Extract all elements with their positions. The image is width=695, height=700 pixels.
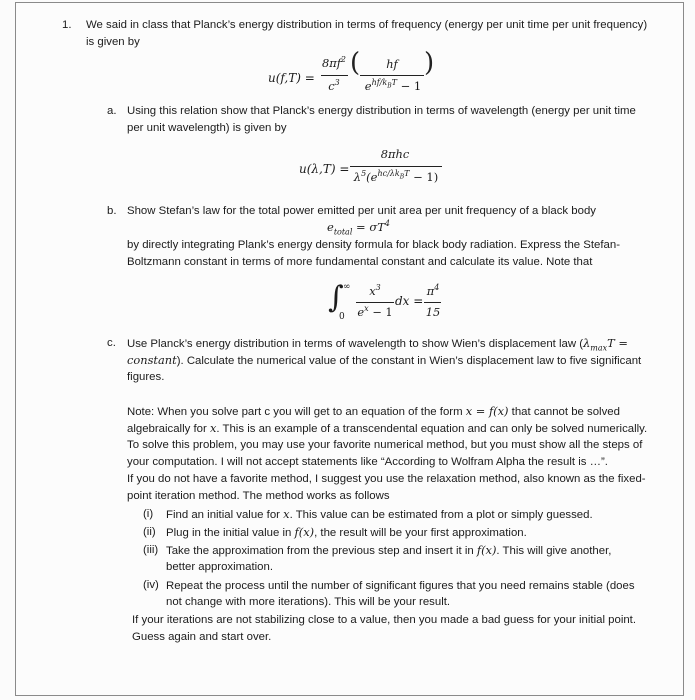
part-b-line2: by directly integrating Plank’s energy density formula for black body radiation. Express the Stefan- <box>127 239 621 251</box>
list-item-number: (iv) <box>143 579 159 591</box>
note-line5: If you do not have a favorite method, I suggest you use the relaxation method, also known as the fixed- <box>127 473 646 485</box>
right-paren: ) <box>424 48 435 78</box>
note-line2: algebraically for x. This is an example of a transcendental equation and can only be solved numerically. <box>127 421 648 435</box>
list-item: Take the approximation from the previous step and insert it in f(x). This will give another, <box>166 543 612 557</box>
part-c-line2: constant). Calculate the numerical value of the constant in Wien’s displacement law to five significant <box>127 353 642 367</box>
list-item-continuation: better approximation. <box>166 561 274 573</box>
fraction-bar <box>356 302 394 303</box>
note-closing-line2: Guess again and start over. <box>132 631 272 643</box>
part-b-line1: Show Stefan’s law for the total power emitted per unit area per unit frequency of a black body <box>127 205 596 217</box>
list-item: Find an initial value for x. This value can be estimated from a plot or simply guessed. <box>166 507 593 521</box>
list-item-number: (i) <box>143 508 154 520</box>
stefan-law-equation: $e_{total} = \sigma T^4$ <box>327 219 390 237</box>
list-item: Repeat the process until the number of significant figures that you need remains stable (does <box>166 580 635 592</box>
list-item-number: (iii) <box>143 544 159 556</box>
note-line1: Note: When you solve part c you will get to an equation of the form x = f(x) that cannot be solved <box>127 404 620 418</box>
question-intro-line2: is given by <box>86 36 140 48</box>
fraction-bar <box>321 75 348 76</box>
list-item: Plug in the initial value in f(x), the result will be your first approximation. <box>166 525 527 539</box>
part-c-label: c. <box>107 337 116 349</box>
part-a-line2: per unit wavelength) is given by <box>127 122 287 134</box>
question-intro-line1: We said in class that Planck’s energy distribution in terms of frequency (energy per unit time per unit frequency) <box>86 19 648 31</box>
fraction-bar <box>360 75 424 76</box>
note-line3: To solve this problem, you may use your favorite numerical method, but you must show all the steps of <box>127 439 643 451</box>
note-line6: point iteration method. The method works as follows <box>127 490 390 502</box>
part-c-line3: figures. <box>127 371 165 383</box>
integral-sign: ∫ <box>328 280 344 315</box>
list-item-continuation: not change with more iterations). This will be your result. <box>166 596 451 608</box>
fraction-bar <box>350 166 442 167</box>
note-line4: your computation. I will not accept statements like “According to Wolfram Alpha the result is …”. <box>127 456 608 468</box>
fraction-bar <box>424 302 441 303</box>
part-a-label: a. <box>107 105 117 117</box>
part-b-line3: Boltzmann constant in terms of more fundamental constant and calculate its value. Note that <box>127 256 593 268</box>
part-c-line1: Use Planck’s energy distribution in terms of wavelength to show Wien’s displacement law ($\lambda_{max}T$ = <box>127 336 628 353</box>
list-item-number: (ii) <box>143 526 156 538</box>
question-number: 1. <box>62 19 72 31</box>
part-b-label: b. <box>107 205 117 217</box>
note-closing-line1: If your iterations are not stabilizing close to a value, then you made a bad guess for your initial point. <box>132 614 637 626</box>
part-a-line1: Using this relation show that Planck’s energy distribution in terms of wavelength (energy per unit time <box>127 105 636 117</box>
left-paren: ( <box>350 48 361 78</box>
